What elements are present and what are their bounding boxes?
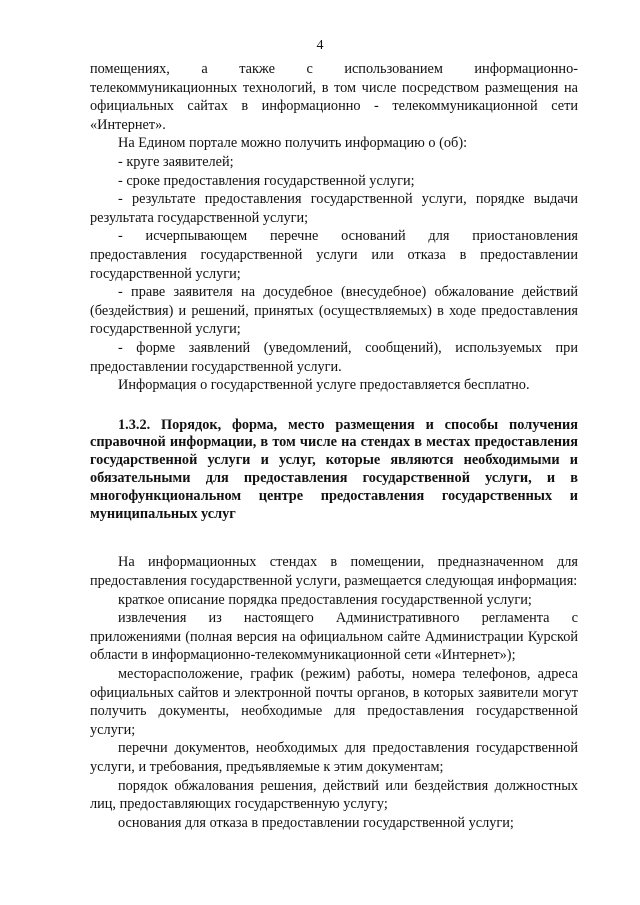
list-item: - круге заявителей; [118, 153, 234, 170]
page-number: 4 [316, 38, 324, 53]
paragraph: На Едином портале можно получить информацию о (об): [118, 135, 468, 152]
list-item: перечни документов, необходимых для предоставления государственной услуги, и требования, предъявляемые к этим документам; [90, 740, 578, 775]
list-item: месторасположение, график (режим) работы, номера телефонов, адреса официальных сайтов и электронной почты органов, в которых заявители могут получить документы, необходимые для предоставления государственной услуги; [90, 666, 578, 738]
paragraph: На информационных стендах в помещении, предназначенном для предоставления государственной услуги, размещается следующая информация: [90, 554, 578, 590]
list-item: извлечения из настоящего Административного регламента с приложениями (полная версия на официальном сайте Администрации Курской области в информационно-телекоммуникационной сети «Интернет»); [90, 610, 578, 664]
paragraph: помещениях, а также с использованием информационно-телекоммуникационных технологий, в том числе посредством размещения на официальных сайтах в информационно - телекоммуникационной сети «Интернет». [90, 61, 578, 133]
list-item: порядок обжалования решения, действий или бездействия должностных лиц, предоставляющих государственную услугу; [90, 777, 578, 813]
paragraph: Информация о государственной услуге предоставляется бесплатно. [118, 377, 530, 394]
list-item: - исчерпывающем перечне оснований для приостановления предоставления государственной услуги или отказа в предоставлении государственной услуги; [90, 228, 578, 282]
list-item: краткое описание порядка предоставления государственной услуги; [118, 591, 532, 608]
list-item: - форме заявлений (уведомлений, сообщений), используемых при предоставлении государственной услуги. [90, 339, 578, 375]
section-heading: 1.3.2. Порядок, форма, место размещения и способы получения справочной информации, в том числе на стендах в местах предоставления государственной услуги и услуг, которые являются необходимыми и обязательными для предоставления государственной услуги, и в многофункциональном центре предоставления государственных и муниципальных услуг [90, 416, 578, 522]
document-body [90, 60, 578, 832]
list-item: - сроке предоставления государственной услуги; [118, 172, 415, 189]
list-item: основания для отказа в предоставлении государственной услуги; [118, 814, 514, 831]
list-item: - праве заявителя на досудебное (внесудебное) обжалование действий (бездействия) и решений, принятых (осуществляемых) в ходе предоставления государственной услуги; [90, 284, 578, 338]
list-item: - результате предоставления государственной услуги, порядке выдачи результата государственной услуги; [90, 191, 578, 226]
